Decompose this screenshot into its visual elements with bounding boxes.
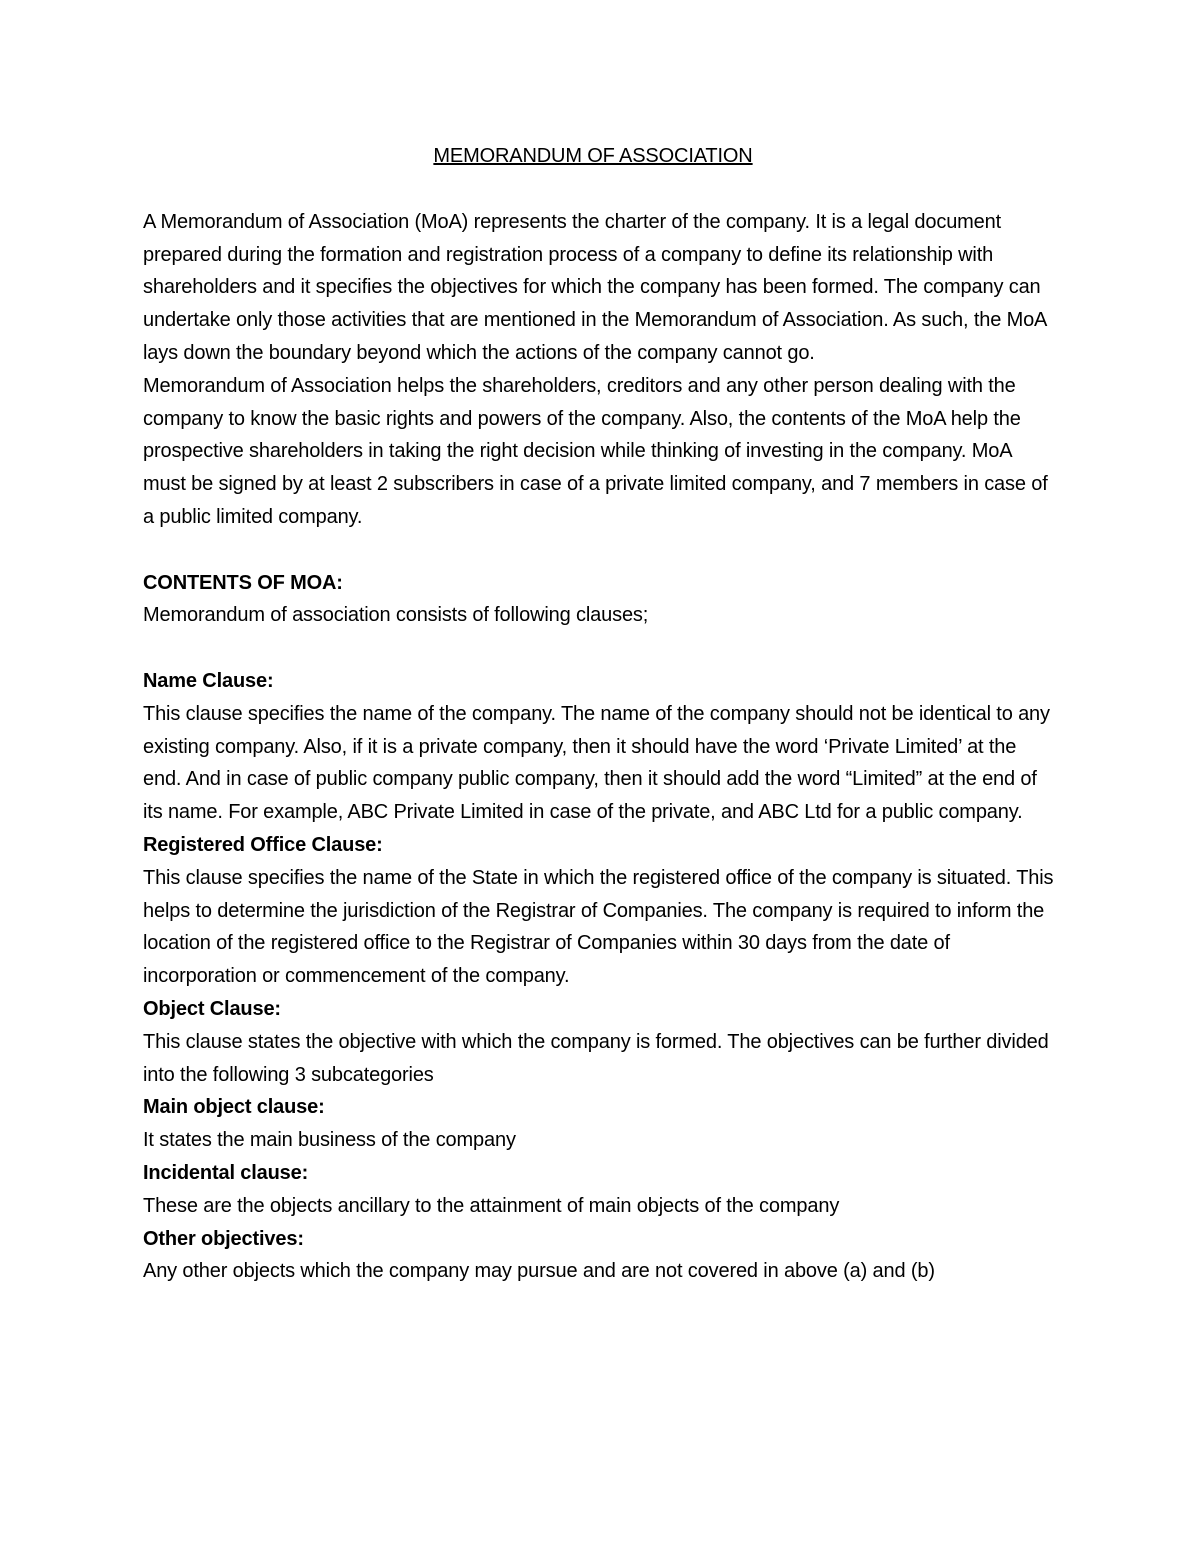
contents-heading: CONTENTS OF MOA: bbox=[143, 571, 343, 594]
main-object-clause-heading: Main object clause: bbox=[143, 1096, 325, 1119]
object-clause-body: This clause states the objective with which the company is formed. The objectives can be further divided into the following 3 subcategories bbox=[143, 1030, 1049, 1086]
intro-paragraph-1: A Memorandum of Association (MoA) represents the charter of the company. It is a legal document prepared during the formation and registration process of a company to define its relationship with shareholders and it specifies the objectives for which the company has been formed. The company can undertake only those activities that are mentioned in the Memorandum of Association. As such, the MoA lays down the boundary beyond which the actions of the company cannot go. bbox=[143, 210, 1047, 364]
spacer bbox=[143, 632, 1058, 665]
incidental-clause-body: These are the objects ancillary to the attainment of main objects of the company bbox=[143, 1194, 840, 1217]
other-objectives-body: Any other objects which the company may pursue and are not covered in above (a) and (b) bbox=[143, 1260, 935, 1283]
incidental-clause-heading: Incidental clause: bbox=[143, 1161, 309, 1184]
spacer bbox=[143, 534, 1058, 567]
name-clause-heading: Name Clause: bbox=[143, 669, 274, 692]
name-clause-body: This clause specifies the name of the company. The name of the company should not be identical to any existing company. Also, if it is a private company, then it should have the word ‘Private Limited’ at the end. And in case of public company public company, then it should add the word “Limited” at the end of its name. For example, ABC Private Limited in case of the private, and ABC Ltd for a public company. bbox=[143, 702, 1050, 824]
registered-office-clause-heading: Registered Office Clause: bbox=[143, 833, 383, 856]
other-objectives-heading: Other objectives: bbox=[143, 1227, 304, 1250]
object-clause-heading: Object Clause: bbox=[143, 997, 281, 1020]
main-object-clause-body: It states the main business of the company bbox=[143, 1129, 516, 1152]
intro-paragraph-2: Memorandum of Association helps the shareholders, creditors and any other person dealing with the company to know the basic rights and powers of the company. Also, the contents of the MoA help the prospective shareholders in taking the right decision while thinking of investing in the company. MoA must be signed by at least 2 subscribers in case of a private limited company, and 7 members in case of a public limited company. bbox=[143, 374, 1048, 528]
contents-intro: Memorandum of association consists of following clauses; bbox=[143, 604, 649, 627]
document-title: MEMORANDUM OF ASSOCIATION bbox=[433, 145, 753, 167]
registered-office-clause-body: This clause specifies the name of the State in which the registered office of the company is situated. This helps to determine the jurisdiction of the Registrar of Companies. The company is required to inform the location of the registered office to the Registrar of Companies within 30 days from the date of incorporation or commencement of the company. bbox=[143, 866, 1054, 988]
document-body bbox=[143, 140, 1058, 1288]
